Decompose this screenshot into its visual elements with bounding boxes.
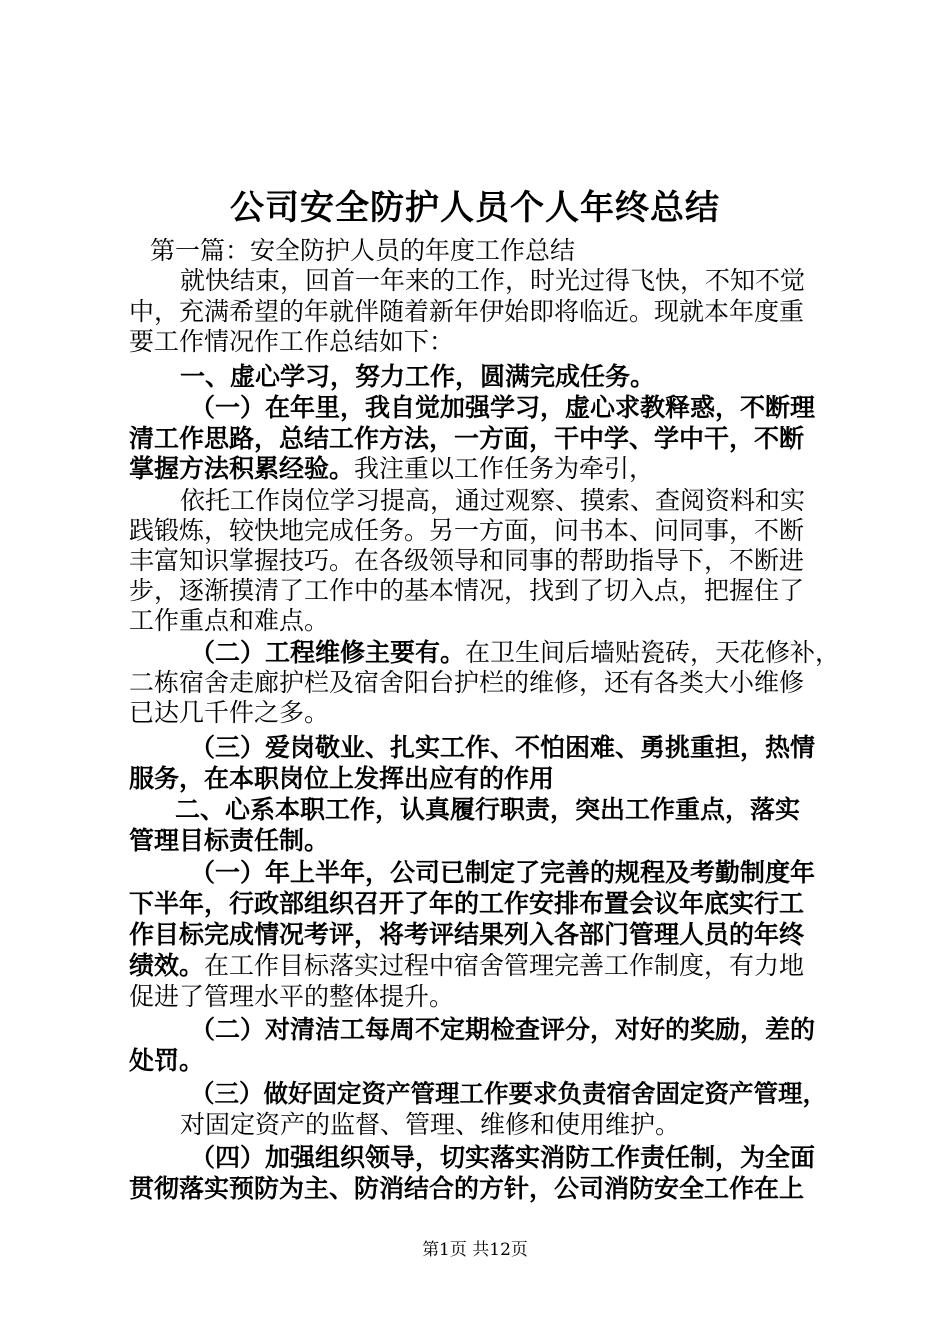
body-line: 就快结束，回首一年来的工作，时光过得飞快，不知不觉 [180,266,806,295]
body-span: 我注重以工作任务为牵引， [354,454,655,483]
body-line: （二）对清洁工每周不定期检查评分，对好的奖励，差的 [190,1015,816,1044]
body-line: 丰富知识掌握技巧。在各级领导和同事的帮助指导下，不断进 [129,546,805,575]
body-line: 中，充满希望的年就伴随着新年伊始即将临近。现就本年度重 [129,297,805,326]
document-title: 公司安全防护人员个人年终总结 [230,188,720,228]
body-line: （三）做好固定资产管理工作要求负责宿舍固定资产管理， [190,1079,827,1108]
body-line: （一）在年里，我自觉加强学习，虚心求教释惑，不断理 [190,393,816,422]
body-line [190,638,840,669]
page-footer: 第1页 共12页 [422,1240,528,1260]
body-line: 践锻炼，较快地完成任务。另一方面，问书本、问同事，不断 [129,516,805,545]
body-line: 促进了管理水平的整体提升。 [129,982,455,1011]
body-line: 处罚。 [129,1046,205,1075]
body-line: 贯彻落实预防为主、防消结合的方针，公司消防安全工作在上 [129,1174,805,1203]
heading-line: 一、虚心学习，努力工作，圆满完成任务。 [180,362,656,391]
body-line: 二栋宿舍走廊护栏及宿舍阳台护栏的维修，还有各类大小维修 [129,668,805,697]
body-span: 在卫生间后墙贴瓷砖，天花修补， [465,638,840,667]
body-line: 步，逐渐摸清了工作中的基本情况，找到了切入点，把握住了 [129,576,805,605]
body-line: 要工作情况作工作总结如下： [129,327,455,356]
body-line: 管理目标责任制。 [129,826,330,855]
body-line: 依托工作岗位学习提高，通过观察、摸索、查阅资料和实 [180,486,806,515]
body-line: 清工作思路，总结工作方法，一方面，干中学、学中干，不断 [129,424,805,453]
body-line: 对固定资产的监督、管理、维修和使用维护。 [180,1110,681,1139]
body-span: （二）工程维修主要有。 [190,638,466,667]
body-line: （四）加强组织领导，切实落实消防工作责任制，为全面 [190,1143,816,1172]
body-span: 绩效。 [129,951,205,980]
body-line [129,951,829,982]
body-line: 服务，在本职岗位上发挥出应有的作用 [129,764,555,793]
body-line: 已达几千件之多。 [129,698,330,727]
body-line: 工作重点和难点。 [129,606,330,635]
body-span: 掌握方法积累经验。 [129,454,355,483]
body-line [129,454,829,485]
section-heading: 第一篇：安全防护人员的年度工作总结 [150,236,576,265]
body-line: 作目标完成情况考评，将考评结果列入各部门管理人员的年终 [129,920,805,949]
body-span: 在工作目标落实过程中宿舍管理完善工作制度，有力地 [204,951,805,980]
body-line: （三）爱岗敬业、扎实工作、不怕困难、勇挑重担，热情 [190,733,816,762]
body-line: （一）年上半年，公司已制定了完善的规程及考勤制度年 [190,858,816,887]
body-line: 下半年，行政部组织召开了年的工作安排布置会议年底实行工 [129,889,805,918]
heading-line: 二、心系本职工作，认真履行职责，突出工作重点，落实 [175,795,801,824]
